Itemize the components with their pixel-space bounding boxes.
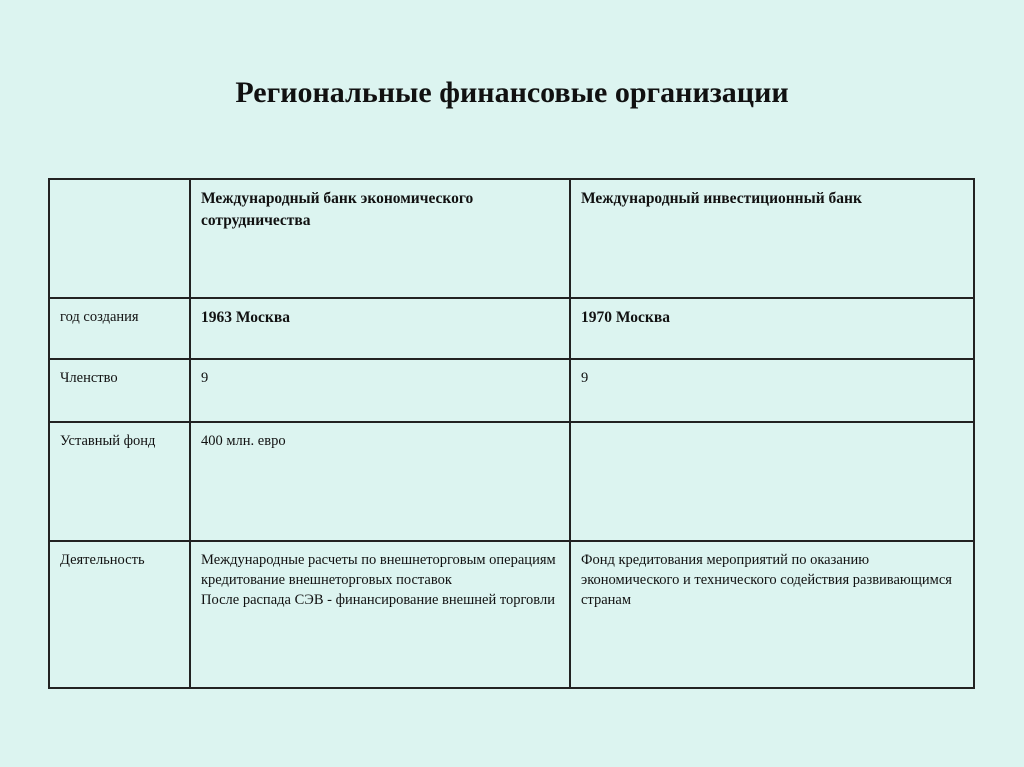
row-label: Деятельность [49, 541, 190, 688]
organizations-table [48, 178, 975, 689]
header-cell-ibec: Международный банк экономического сотрудничества [190, 179, 570, 298]
header-cell-empty [49, 179, 190, 298]
cell: Фонд кредитования мероприятий по оказанию экономического и технического содействия развивающимся странам [570, 541, 974, 688]
cell [570, 422, 974, 541]
cell-line: кредитование внешнеторговых поставок [201, 572, 452, 588]
table-row [49, 298, 974, 359]
table-row [49, 359, 974, 422]
cell-line: Международные расчеты по внешнеторговым операциям [201, 552, 556, 568]
cell: 400 млн. евро [190, 422, 570, 541]
row-label: год создания [49, 298, 190, 359]
cell [190, 541, 570, 688]
table-row [49, 422, 974, 541]
header-cell-iib: Международный инвестиционный банк [570, 179, 974, 298]
table-row [49, 541, 974, 688]
cell: 1970 Москва [570, 298, 974, 359]
row-label: Уставный фонд [49, 422, 190, 541]
table-header-row [49, 179, 974, 298]
cell: 9 [190, 359, 570, 422]
row-label: Членство [49, 359, 190, 422]
slide-title: Региональные финансовые организации [235, 76, 789, 109]
cell: 1963 Москва [190, 298, 570, 359]
cell: 9 [570, 359, 974, 422]
cell-line: После распада СЭВ - финансирование внешней торговли [201, 592, 555, 608]
